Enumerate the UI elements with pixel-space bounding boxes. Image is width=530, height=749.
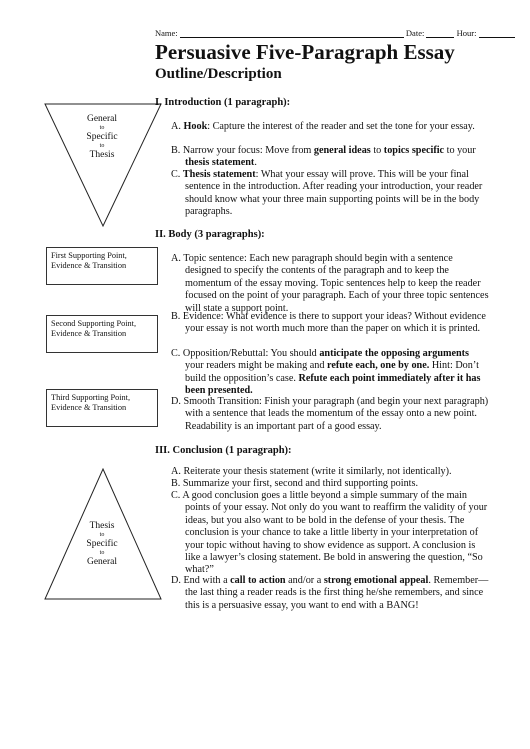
diagram-bottom-general: General	[86, 557, 118, 567]
hour-line[interactable]	[479, 37, 515, 38]
diagram-bottom-to-2: to	[99, 550, 105, 556]
body-item-b: B. Evidence: What evidence is there to support your ideas? Without evidence your essay is not worth much more than the paper on which it is printed.	[171, 311, 486, 335]
conclusion-item-d: D. End with a call to action and/or a strong emotional appeal. Remember—the last thing a reader reads is the first thing he/she remembers, and since this is a persuasive essay, you want to end with a BANG!	[171, 575, 489, 611]
intro-heading: I. Introduction (1 paragraph):	[155, 97, 291, 108]
conclusion-item-a: A. Reiterate your thesis statement (write it similarly, not identically).	[171, 466, 452, 477]
date-line[interactable]	[426, 37, 454, 38]
header-fields	[155, 28, 515, 38]
diagram-top-specific: Specific	[86, 132, 118, 142]
name-line[interactable]	[180, 37, 404, 38]
diagram-top-general: General	[86, 114, 118, 124]
conclusion-heading: III. Conclusion (1 paragraph):	[155, 445, 292, 456]
body-item-d: D. Smooth Transition: Finish your paragraph (and begin your next paragraph) with a sentence that leads the momentum of the essay onto a new point. Readability is an important part of a good essay.	[171, 396, 489, 432]
page-subtitle: Outline/Description	[155, 66, 282, 82]
body-heading: II. Body (3 paragraphs):	[155, 229, 265, 240]
date-label: Date:	[405, 28, 425, 38]
body-item-c: C. Opposition/Rebuttal: You should anticipate the opposing arguments your readers might be making and refute each, one by one. Hint: Don’t build the opposition’s case. Refute each point immediately after it has been presented.	[171, 348, 481, 397]
diagram-top-thesis: Thesis	[89, 150, 115, 160]
second-supporting-point-box: Second Supporting Point, Evidence & Transition	[46, 315, 158, 353]
intro-item-a: A. Hook: Capture the interest of the reader and set the tone for your essay.	[171, 121, 475, 132]
diagram-top-to-1: to	[99, 125, 105, 131]
page-title: Persuasive Five-Paragraph Essay	[155, 40, 455, 64]
diagram-top-to-2: to	[99, 143, 105, 149]
third-supporting-point-box: Third Supporting Point, Evidence & Transition	[46, 389, 158, 427]
hour-label: Hour:	[456, 28, 477, 38]
intro-item-c: C. Thesis statement: What your essay will prove. This will be your final sentence in the introduction. After reading your introduction, your reader should know what your three main supporting points will be in the body paragraphs.	[171, 169, 483, 218]
intro-item-b: B. Narrow your focus: Move from general ideas to topics specific to your thesis statement.	[171, 145, 476, 169]
diagram-bottom-specific: Specific	[86, 539, 118, 549]
name-label: Name:	[155, 28, 178, 38]
diagram-bottom-thesis: Thesis	[89, 521, 115, 531]
body-item-a: A. Topic sentence: Each new paragraph should begin with a sentence designed to specify the contents of the paragraph and to keep the momentum of the essay moving. Topic sentences help to keep the reader focused on the point of your paragraph. Each of your three topic sentences will state a support point.	[171, 253, 489, 314]
conclusion-item-c: C. A good conclusion goes a little beyond a simple summary of the main points of your essay. Not only do you want to reaffirm the validity of your ideas, but you also want to be bold in the defense of your thesis. The conclusion is your chance to take a little liberty in your interpretation of your topic without having to show evidence as support. A conclusion is like a lawyer’s closing statement. Be bold in answering the question, “So what?”	[171, 490, 488, 576]
conclusion-item-b: B. Summarize your first, second and third supporting points.	[171, 478, 419, 489]
first-supporting-point-box: First Supporting Point, Evidence & Transition	[46, 247, 158, 285]
diagram-bottom-to-1: to	[99, 532, 105, 538]
